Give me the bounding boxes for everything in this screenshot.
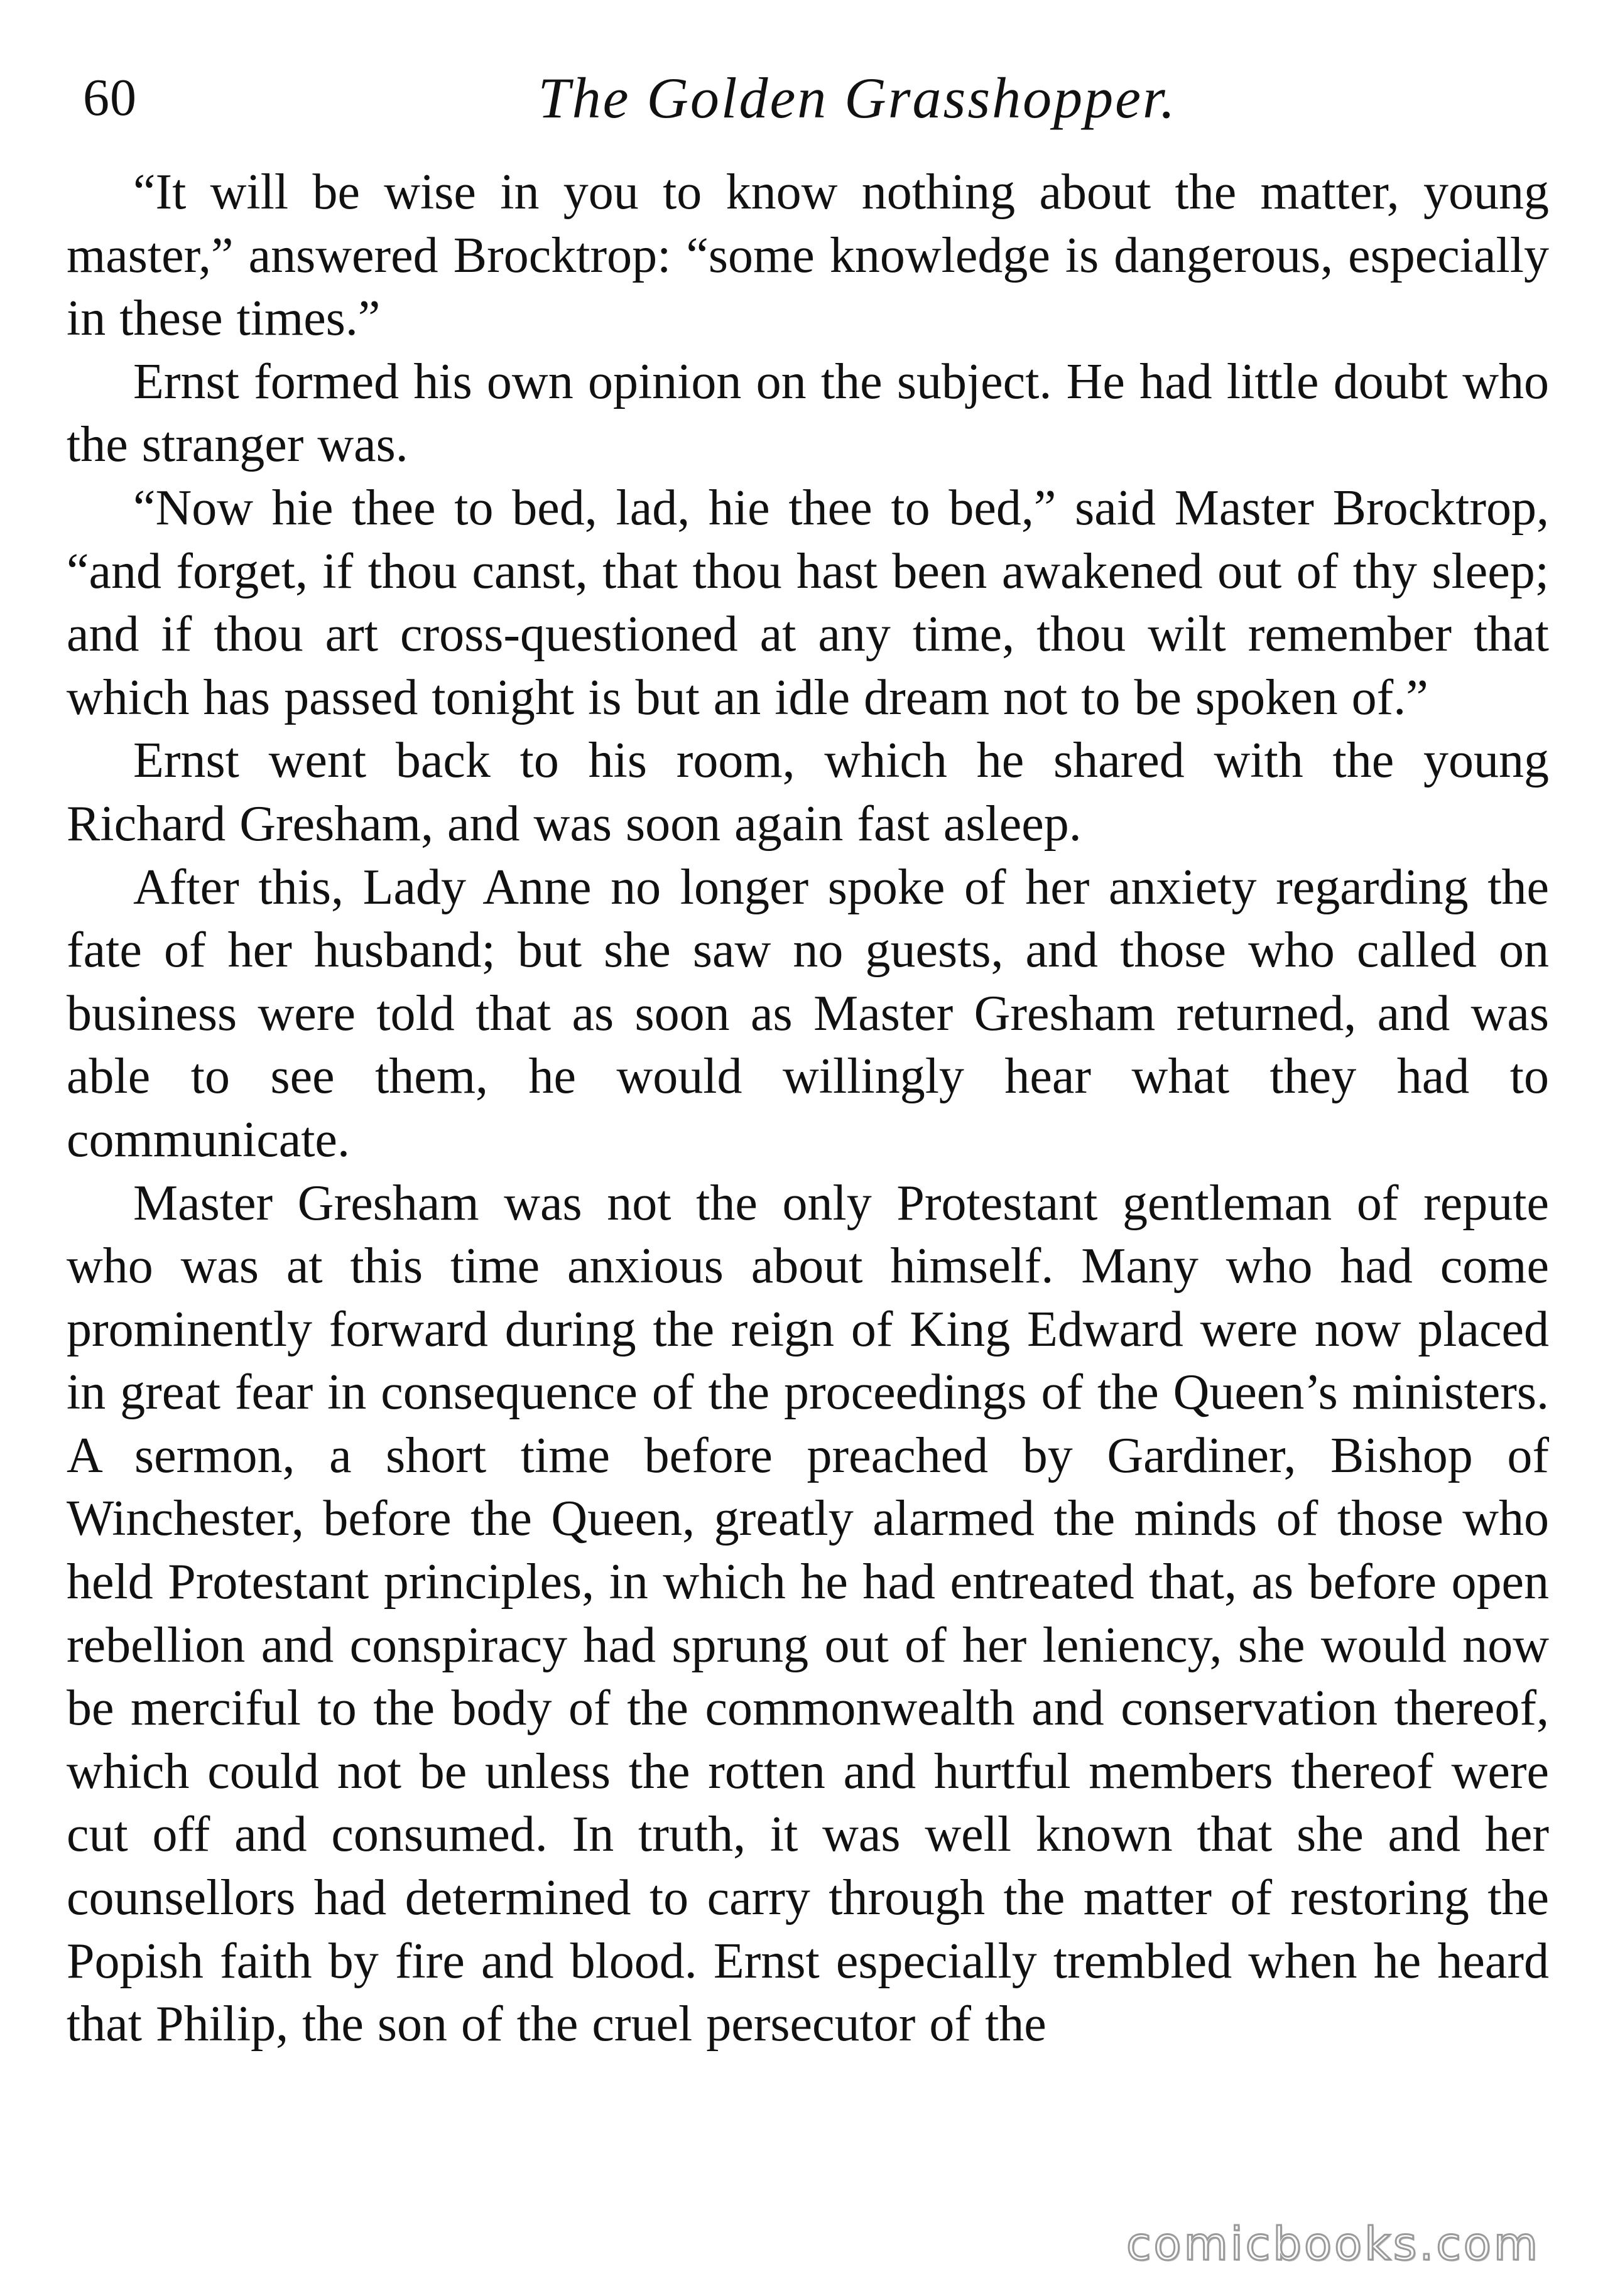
paragraph: Master Gresham was not the only Protestant gentleman of repute who was at this time anxious about himself. Many who had come prominently forward during the reign of King Edward were now placed in great fear in consequence of the proceedings of the Queen’s ministers. A sermon, a short time before preached by Gardiner, Bishop of Winchester, before the Queen, greatly alarmed the minds of those who held Protestant principles, in which he had entreated that, as before open rebellion and conspiracy had sprung out of her leniency, she would now be merciful to the body of the commonwealth and conservation thereof, which could not be unless the rotten and hurtful members thereof were cut off and consumed. In truth, it was well known that she and her counsellors had determined to carry through the matter of restoring the Popish faith by fire and blood. Ernst especially trembled when he heard that Philip, the son of the cruel persecutor of the	[67, 1175, 1549, 2052]
body-text	[67, 161, 1549, 2056]
paragraph: Ernst went back to his room, which he shared with the young Richard Gresham, and was soon again fast asleep.	[67, 733, 1549, 852]
paragraph: “It will be wise in you to know nothing about the matter, young master,” answered Brocktrop: “some knowledge is dangerous, especially in these times.”	[67, 165, 1549, 347]
paragraph: “Now hie thee to bed, lad, hie thee to bed,” said Master Brocktrop, “and forget, if thou canst, that thou hast been awakened out of thy sleep; and if thou art cross-questioned at any time, thou wilt remember that which has passed tonight is but an idle dream not to be spoken of.”	[67, 480, 1549, 725]
page-number: 60	[83, 68, 137, 127]
paragraph: Ernst formed his own opinion on the subject. He had little doubt who the stranger was.	[67, 354, 1549, 473]
page-header	[75, 54, 1552, 142]
paragraph: After this, Lady Anne no longer spoke of her anxiety regarding the fate of her husband; but she saw no guests, and those who called on business were told that as soon as Master Gresham returned, and was able to see them, he would willingly hear what they had to communicate.	[67, 859, 1549, 1167]
running-title: The Golden Grasshopper.	[538, 66, 1177, 130]
watermark: comicbooks.com	[1126, 2217, 1540, 2270]
